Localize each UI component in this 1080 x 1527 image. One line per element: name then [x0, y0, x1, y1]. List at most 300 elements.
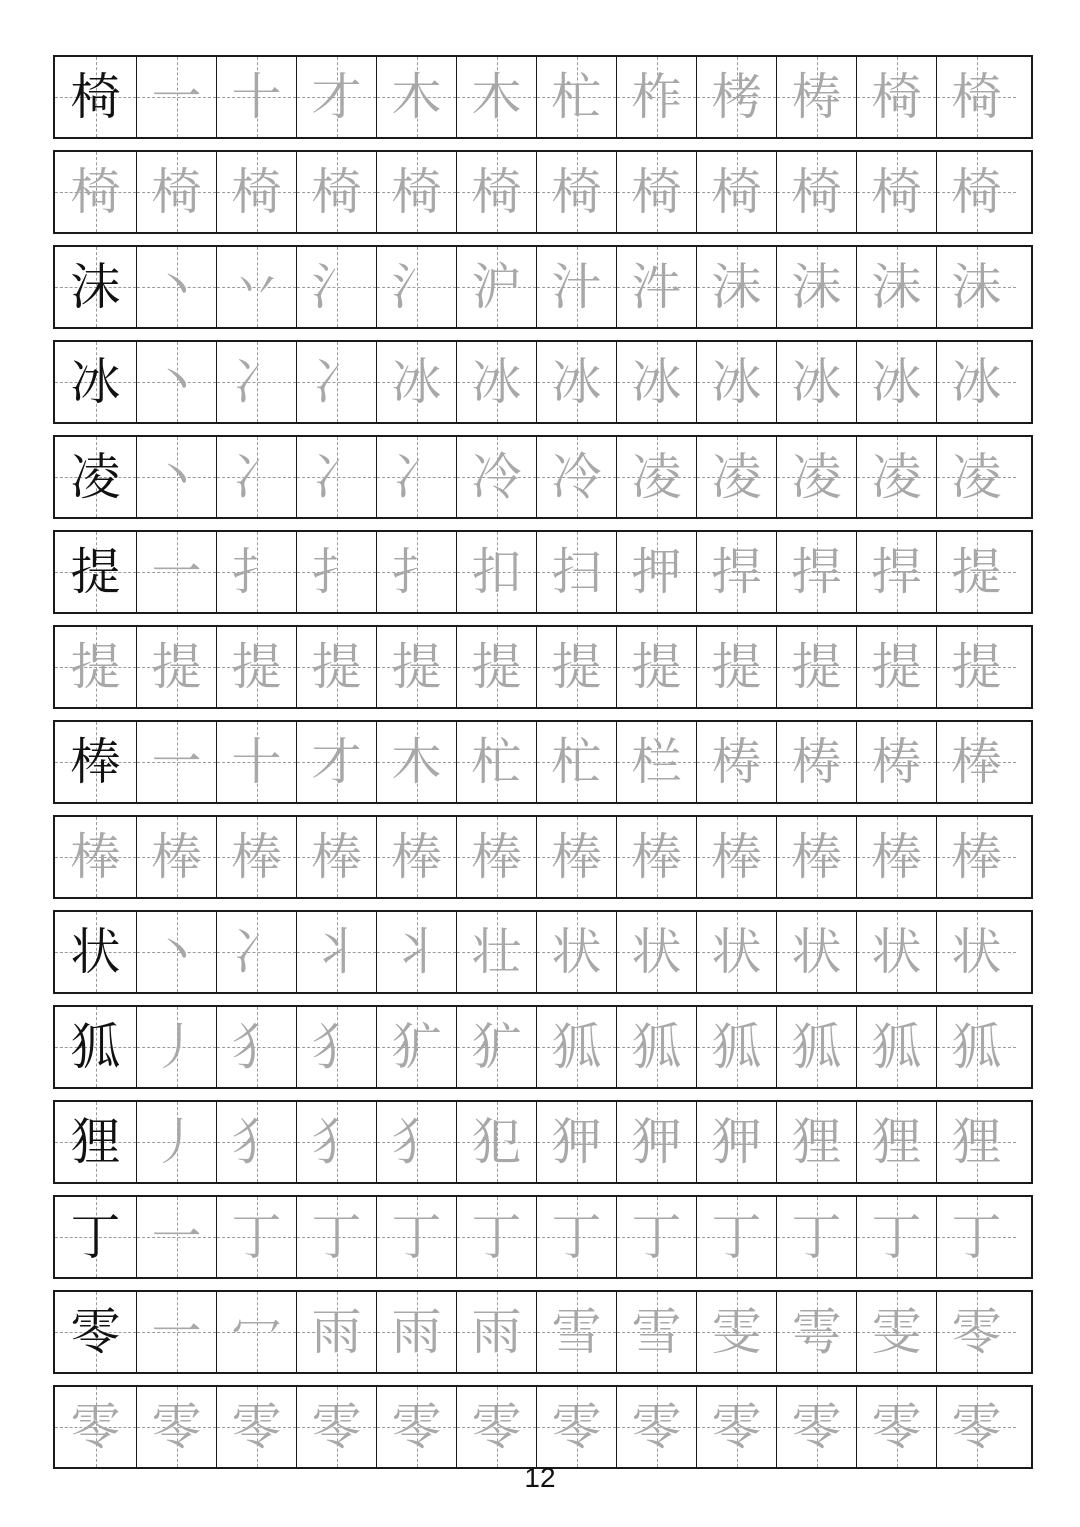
trace-character: 椅	[631, 163, 682, 221]
trace-character-cell	[856, 1007, 936, 1087]
trace-character: 棒	[951, 733, 1002, 791]
trace-character-cell	[776, 722, 856, 802]
model-character: 提	[70, 543, 121, 601]
trace-character-cell	[296, 532, 376, 612]
practice-row	[53, 910, 1033, 994]
trace-character-cell	[536, 437, 616, 517]
trace-character: 雨	[471, 1303, 522, 1361]
trace-character-cell	[376, 247, 456, 327]
trace-character: 雪	[551, 1303, 602, 1361]
trace-character-cell	[456, 342, 536, 422]
trace-character: 零	[151, 1398, 202, 1456]
trace-character-cell	[536, 817, 616, 897]
trace-character-cell	[936, 722, 1016, 802]
trace-character-cell	[456, 1197, 536, 1277]
trace-character-cell	[696, 912, 776, 992]
trace-character: 提	[471, 638, 522, 696]
trace-character: 沫	[951, 258, 1002, 316]
trace-character: 冰	[631, 353, 682, 411]
trace-character-cell	[616, 1292, 696, 1372]
trace-character-cell	[216, 1197, 296, 1277]
trace-character-cell	[776, 1387, 856, 1467]
trace-character: 零	[471, 1398, 522, 1456]
trace-character-cell	[936, 1102, 1016, 1182]
trace-character: 丿	[151, 1018, 202, 1076]
trace-character-cell	[136, 1007, 216, 1087]
model-character-cell	[55, 722, 136, 802]
trace-character: 扫	[551, 543, 602, 601]
trace-character-cell	[776, 437, 856, 517]
trace-character: 提	[951, 638, 1002, 696]
trace-character-cell	[376, 627, 456, 707]
trace-character: 丁	[631, 1208, 682, 1266]
trace-character-cell	[376, 57, 456, 137]
trace-character: 状	[871, 923, 922, 981]
trace-character: 一	[151, 733, 202, 791]
trace-character: 丬	[311, 923, 362, 981]
practice-row	[53, 245, 1033, 329]
trace-character: 棒	[631, 828, 682, 886]
trace-character: 才	[311, 733, 362, 791]
trace-character: 棒	[231, 828, 282, 886]
model-character-cell	[55, 57, 136, 137]
model-character: 状	[70, 923, 121, 981]
trace-character: 状	[551, 923, 602, 981]
trace-character: 雩	[791, 1303, 842, 1361]
trace-character: 雪	[631, 1303, 682, 1361]
trace-character-cell	[376, 152, 456, 232]
trace-character: 犭	[311, 1018, 362, 1076]
trace-character: 十	[231, 733, 282, 791]
trace-character-cell	[136, 912, 216, 992]
trace-character-cell	[856, 57, 936, 137]
trace-character-cell	[296, 912, 376, 992]
trace-character: 状	[791, 923, 842, 981]
trace-character: 冰	[711, 353, 762, 411]
model-character-cell	[55, 342, 136, 422]
trace-character: 丁	[471, 1208, 522, 1266]
trace-character: 冰	[791, 353, 842, 411]
practice-row	[53, 1195, 1033, 1279]
trace-character-cell	[856, 1292, 936, 1372]
model-character: 狐	[70, 1018, 121, 1076]
practice-row	[53, 720, 1033, 804]
trace-character: 丿	[151, 1113, 202, 1171]
trace-character-cell	[296, 1102, 376, 1182]
trace-character-cell	[456, 532, 536, 612]
trace-character: 栏	[631, 733, 682, 791]
trace-character-cell	[456, 627, 536, 707]
model-character-cell	[55, 532, 136, 612]
trace-character-cell	[936, 437, 1016, 517]
trace-character-cell	[376, 1197, 456, 1277]
trace-character: 丁	[951, 1208, 1002, 1266]
trace-character-cell	[616, 1387, 696, 1467]
trace-character-cell	[856, 1197, 936, 1277]
model-character-cell	[55, 247, 136, 327]
trace-character: 雯	[711, 1303, 762, 1361]
trace-character-cell	[696, 1197, 776, 1277]
trace-character: 冰	[871, 353, 922, 411]
trace-character: 椅	[70, 163, 121, 221]
trace-character-cell	[696, 1387, 776, 1467]
trace-character: 提	[791, 638, 842, 696]
trace-character: 狸	[791, 1113, 842, 1171]
trace-character-cell	[216, 247, 296, 327]
trace-character-cell	[376, 1102, 456, 1182]
trace-character: 提	[231, 638, 282, 696]
trace-character: 沫	[791, 258, 842, 316]
trace-character: 凌	[951, 448, 1002, 506]
trace-character-cell	[536, 247, 616, 327]
model-character-cell	[55, 1387, 136, 1467]
trace-character: 椅	[871, 163, 922, 221]
model-character-cell	[55, 1197, 136, 1277]
trace-character-cell	[696, 342, 776, 422]
trace-character: 椅	[951, 163, 1002, 221]
trace-character: 零	[70, 1398, 121, 1456]
trace-character-cell	[296, 152, 376, 232]
model-character: 棒	[70, 733, 121, 791]
trace-character: 提	[391, 638, 442, 696]
trace-character-cell	[696, 437, 776, 517]
trace-character-cell	[776, 912, 856, 992]
trace-character-cell	[776, 57, 856, 137]
trace-character-cell	[536, 532, 616, 612]
trace-character-cell	[456, 152, 536, 232]
trace-character: 棒	[391, 828, 442, 886]
trace-character: 丁	[791, 1208, 842, 1266]
trace-character-cell	[856, 722, 936, 802]
trace-character-cell	[136, 1102, 216, 1182]
trace-character-cell	[136, 817, 216, 897]
trace-character-cell	[696, 532, 776, 612]
trace-character-cell	[456, 1292, 536, 1372]
trace-character: 零	[791, 1398, 842, 1456]
trace-character-cell	[376, 342, 456, 422]
trace-character: 椅	[151, 163, 202, 221]
model-character: 零	[70, 1303, 121, 1361]
trace-character-cell	[136, 57, 216, 137]
trace-character: 丁	[391, 1208, 442, 1266]
trace-character-cell	[696, 722, 776, 802]
trace-character-cell	[216, 532, 296, 612]
trace-character: 梼	[711, 733, 762, 791]
trace-character: 棒	[311, 828, 362, 886]
trace-character-cell	[776, 342, 856, 422]
trace-character: 丬	[391, 923, 442, 981]
trace-character-cell	[296, 57, 376, 137]
trace-character-cell	[136, 1387, 216, 1467]
trace-character-cell	[296, 817, 376, 897]
trace-character-cell	[776, 532, 856, 612]
trace-character: 棒	[471, 828, 522, 886]
trace-character: 棒	[711, 828, 762, 886]
trace-character-cell	[296, 342, 376, 422]
trace-character-cell	[536, 342, 616, 422]
practice-row	[53, 1290, 1033, 1374]
trace-character-cell	[696, 817, 776, 897]
trace-character: 零	[391, 1398, 442, 1456]
trace-character-cell	[536, 1102, 616, 1182]
trace-character: 提	[711, 638, 762, 696]
trace-character-cell	[936, 1387, 1016, 1467]
trace-character-cell	[776, 627, 856, 707]
trace-character: 丶	[151, 353, 202, 411]
trace-character-cell	[216, 817, 296, 897]
trace-character-cell	[776, 1292, 856, 1372]
trace-character-cell	[776, 247, 856, 327]
trace-character-cell	[616, 817, 696, 897]
trace-character: 木	[391, 68, 442, 126]
trace-character: 一	[151, 1303, 202, 1361]
practice-row	[53, 435, 1033, 519]
trace-character-cell	[936, 912, 1016, 992]
trace-character-cell	[376, 532, 456, 612]
trace-character-cell	[696, 152, 776, 232]
trace-character: 丁	[871, 1208, 922, 1266]
trace-character: 冰	[551, 353, 602, 411]
model-character-cell	[55, 1007, 136, 1087]
trace-character-cell	[776, 152, 856, 232]
trace-character-cell	[136, 152, 216, 232]
trace-character: 提	[311, 638, 362, 696]
trace-character: 捍	[871, 543, 922, 601]
practice-row	[53, 1100, 1033, 1184]
model-character-cell	[55, 152, 136, 232]
trace-character: 冫	[311, 448, 362, 506]
trace-character-cell	[616, 152, 696, 232]
trace-character: 提	[871, 638, 922, 696]
trace-character: 冫	[231, 923, 282, 981]
trace-character-cell	[296, 722, 376, 802]
trace-character-cell	[136, 532, 216, 612]
trace-character-cell	[536, 627, 616, 707]
trace-character-cell	[456, 1007, 536, 1087]
trace-character: 提	[70, 638, 121, 696]
trace-character: 状	[951, 923, 1002, 981]
trace-character: 提	[951, 543, 1002, 601]
trace-character: 狐	[711, 1018, 762, 1076]
trace-character: 零	[311, 1398, 362, 1456]
trace-character-cell	[696, 1292, 776, 1372]
trace-character-cell	[856, 437, 936, 517]
trace-character: 椅	[471, 163, 522, 221]
trace-character: 棒	[791, 828, 842, 886]
trace-character: 椅	[391, 163, 442, 221]
trace-character-cell	[216, 1007, 296, 1087]
trace-character: 丶	[151, 258, 202, 316]
practice-row	[53, 815, 1033, 899]
trace-character-cell	[536, 912, 616, 992]
trace-character-cell	[376, 1387, 456, 1467]
trace-character: 提	[151, 638, 202, 696]
trace-character: 丶	[151, 923, 202, 981]
model-character: 狸	[70, 1113, 121, 1171]
trace-character: 犷	[391, 1018, 442, 1076]
trace-character: 丁	[311, 1208, 362, 1266]
trace-character: 扣	[471, 543, 522, 601]
trace-character: 杧	[551, 68, 602, 126]
trace-character: 丷	[231, 258, 282, 316]
trace-character: 狸	[871, 1113, 922, 1171]
trace-character: 十	[231, 68, 282, 126]
trace-character: 狐	[791, 1018, 842, 1076]
model-character: 凌	[70, 448, 121, 506]
trace-character: 零	[951, 1303, 1002, 1361]
practice-row	[53, 340, 1033, 424]
trace-character: 丶	[151, 448, 202, 506]
trace-character-cell	[136, 1197, 216, 1277]
trace-character: 冫	[391, 448, 442, 506]
trace-character: 犷	[471, 1018, 522, 1076]
trace-character-cell	[456, 1387, 536, 1467]
page-number: 12	[524, 1462, 556, 1493]
trace-character-cell	[616, 247, 696, 327]
trace-character: 壮	[471, 923, 522, 981]
trace-character: 柞	[631, 68, 682, 126]
trace-character: 椅	[711, 163, 762, 221]
trace-character-cell	[216, 722, 296, 802]
trace-character-cell	[616, 1102, 696, 1182]
trace-character: 犭	[231, 1018, 282, 1076]
trace-character-cell	[536, 1387, 616, 1467]
trace-character-cell	[136, 627, 216, 707]
trace-character-cell	[296, 1387, 376, 1467]
trace-character: 杧	[551, 733, 602, 791]
trace-character: 丁	[711, 1208, 762, 1266]
trace-character-cell	[296, 1292, 376, 1372]
trace-character: 提	[631, 638, 682, 696]
trace-character-cell	[296, 1007, 376, 1087]
trace-character: 冰	[471, 353, 522, 411]
trace-character: 棒	[951, 828, 1002, 886]
trace-character: 椅	[311, 163, 362, 221]
trace-character: 零	[551, 1398, 602, 1456]
trace-character: 木	[391, 733, 442, 791]
trace-character-cell	[936, 1197, 1016, 1277]
trace-character: 氵	[311, 258, 362, 316]
trace-character: 椅	[231, 163, 282, 221]
trace-character-cell	[376, 722, 456, 802]
trace-character: 冫	[231, 353, 282, 411]
trace-character-cell	[216, 1387, 296, 1467]
trace-character: 氵	[391, 258, 442, 316]
trace-character-cell	[936, 1292, 1016, 1372]
trace-character-cell	[776, 1102, 856, 1182]
trace-character: 棒	[551, 828, 602, 886]
trace-character-cell	[456, 817, 536, 897]
trace-character-cell	[376, 1292, 456, 1372]
model-character-cell	[55, 912, 136, 992]
trace-character-cell	[616, 1197, 696, 1277]
trace-character-cell	[696, 1007, 776, 1087]
trace-character: 棒	[871, 828, 922, 886]
trace-character-cell	[296, 437, 376, 517]
trace-character-cell	[616, 342, 696, 422]
trace-character: 提	[551, 638, 602, 696]
trace-character-cell	[216, 437, 296, 517]
trace-character-cell	[696, 627, 776, 707]
trace-character: 汁	[551, 258, 602, 316]
trace-character: 冫	[311, 353, 362, 411]
trace-character-cell	[456, 912, 536, 992]
trace-character: 状	[711, 923, 762, 981]
trace-character-cell	[456, 722, 536, 802]
trace-character-cell	[856, 817, 936, 897]
trace-character-cell	[296, 247, 376, 327]
trace-character-cell	[456, 57, 536, 137]
model-character: 沫	[70, 258, 121, 316]
trace-character-cell	[536, 1007, 616, 1087]
trace-character-cell	[216, 1102, 296, 1182]
trace-character-cell	[936, 627, 1016, 707]
trace-character-cell	[216, 627, 296, 707]
trace-character: 狐	[551, 1018, 602, 1076]
practice-row	[53, 625, 1033, 709]
trace-character-cell	[296, 1197, 376, 1277]
trace-character: 犭	[231, 1113, 282, 1171]
trace-character-cell	[936, 817, 1016, 897]
trace-character-cell	[856, 1387, 936, 1467]
trace-character: 一	[151, 68, 202, 126]
trace-character-cell	[696, 247, 776, 327]
trace-character-cell	[616, 1007, 696, 1087]
model-character-cell	[55, 437, 136, 517]
trace-character: 椅	[791, 163, 842, 221]
trace-character: 零	[711, 1398, 762, 1456]
practice-row	[53, 55, 1033, 139]
trace-character-cell	[776, 1007, 856, 1087]
trace-character: 扌	[391, 543, 442, 601]
trace-character: 冷	[551, 448, 602, 506]
trace-character: 椅	[871, 68, 922, 126]
trace-character: 凌	[711, 448, 762, 506]
trace-character: 狐	[871, 1018, 922, 1076]
trace-character: 雨	[391, 1303, 442, 1361]
trace-character-cell	[616, 912, 696, 992]
trace-character: 梼	[791, 733, 842, 791]
trace-character-cell	[376, 1007, 456, 1087]
trace-character: 押	[631, 543, 682, 601]
trace-character-cell	[856, 152, 936, 232]
trace-character-cell	[616, 722, 696, 802]
trace-character-cell	[856, 1102, 936, 1182]
trace-character-cell	[936, 532, 1016, 612]
trace-character-cell	[456, 1102, 536, 1182]
trace-character-cell	[856, 912, 936, 992]
trace-character: 零	[871, 1398, 922, 1456]
model-character: 丁	[70, 1208, 121, 1266]
trace-character: 棒	[70, 828, 121, 886]
trace-character: 捍	[791, 543, 842, 601]
trace-character: 丁	[231, 1208, 282, 1266]
trace-character-cell	[696, 57, 776, 137]
trace-character: 椅	[551, 163, 602, 221]
trace-character: 狎	[551, 1113, 602, 1171]
trace-character: 零	[631, 1398, 682, 1456]
trace-character-cell	[216, 912, 296, 992]
trace-character-cell	[216, 57, 296, 137]
trace-character-cell	[936, 247, 1016, 327]
trace-character: 杧	[471, 733, 522, 791]
trace-character-cell	[376, 912, 456, 992]
trace-character: 冰	[391, 353, 442, 411]
trace-character: 冖	[231, 1303, 282, 1361]
trace-character: 一	[151, 543, 202, 601]
practice-grid	[53, 55, 1031, 1480]
trace-character-cell	[296, 627, 376, 707]
